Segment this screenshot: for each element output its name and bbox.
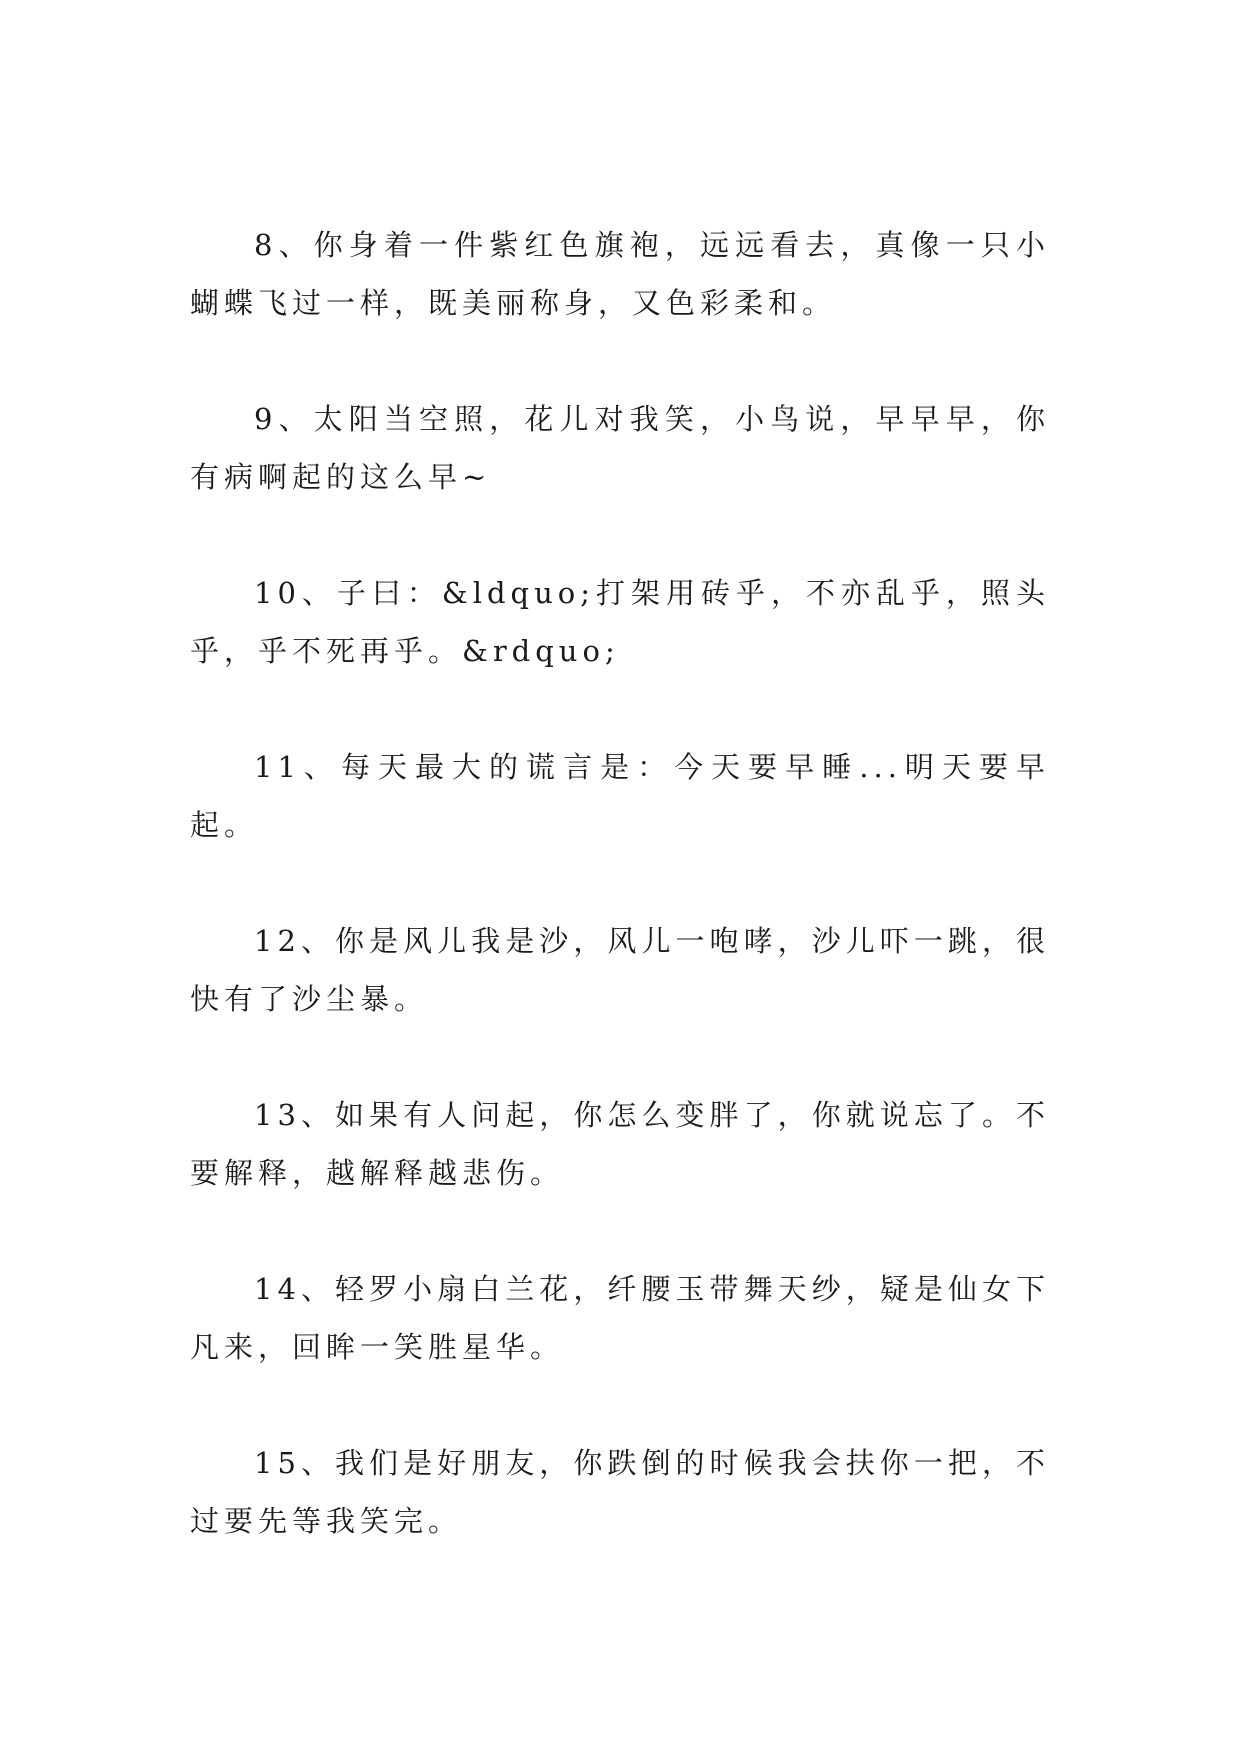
- paragraph-9: 9、太阳当空照，花儿对我笑，小鸟说，早早早，你有病啊起的这么早~: [190, 402, 1050, 494]
- paragraph-8: 8、你身着一件紫红色旗袍，远远看去，真像一只小蝴蝶飞过一样，既美丽称身，又色彩柔和。: [190, 228, 1050, 320]
- paragraph-15: 15、我们是好朋友，你跌倒的时候我会扶你一把，不过要先等我笑完。: [190, 1446, 1050, 1538]
- document-body: [190, 216, 1050, 1608]
- paragraph-12: 12、你是风儿我是沙，风儿一咆哮，沙儿吓一跳，很快有了沙尘暴。: [190, 924, 1050, 1016]
- paragraph-10: 10、子曰：&ldquo;打架用砖乎，不亦乱乎，照头乎，乎不死再乎。&rdquo;: [190, 576, 1050, 668]
- paragraph-11: 11、每天最大的谎言是：今天要早睡...明天要早起。: [190, 750, 1050, 842]
- paragraph-13: 13、如果有人问起，你怎么变胖了，你就说忘了。不要解释，越解释越悲伤。: [190, 1098, 1050, 1190]
- paragraph-14: 14、轻罗小扇白兰花，纤腰玉带舞天纱，疑是仙女下凡来，回眸一笑胜星华。: [190, 1272, 1050, 1364]
